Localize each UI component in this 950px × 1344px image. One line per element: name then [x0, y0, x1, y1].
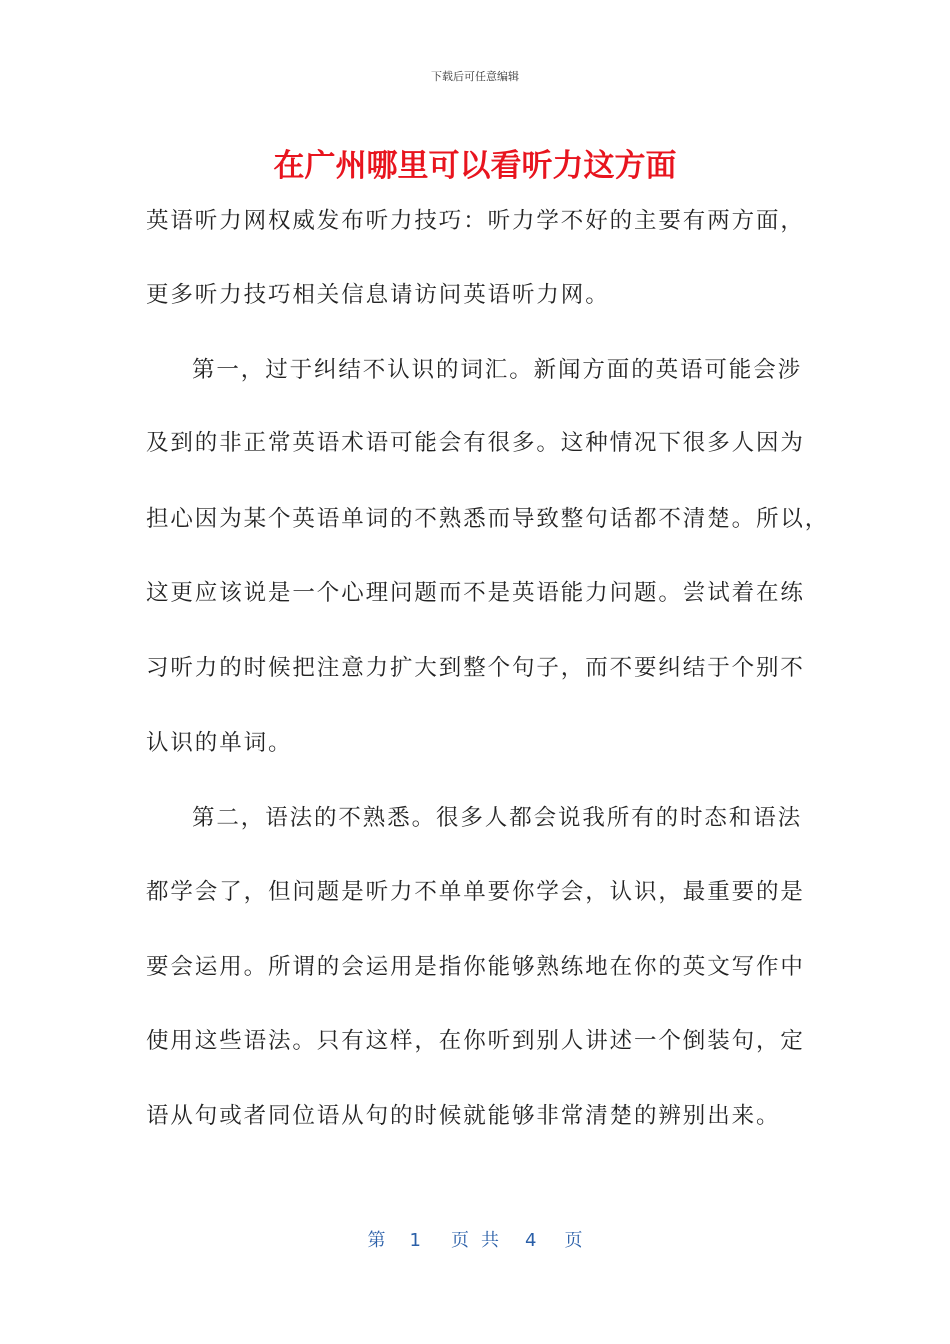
paragraph-line: 第一，过于纠结不认识的词汇。新闻方面的英语可能会涉	[192, 357, 803, 383]
paragraph-line: 要会运用。所谓的会运用是指你能够熟练地在你的英文写作中	[146, 954, 805, 980]
page-footer	[0, 1226, 950, 1252]
footer-prefix: 第	[367, 1230, 386, 1251]
paragraph-line: 使用这些语法。只有这样，在你听到别人讲述一个倒装句，定	[146, 1028, 805, 1054]
paragraph-line: 语从句或者同位语从句的时候就能够非常清楚的辨别出来。	[146, 1103, 781, 1129]
paragraph-line: 认识的单词。	[146, 730, 293, 756]
paragraph-line: 及到的非正常英语术语可能会有很多。这种情况下很多人因为	[146, 430, 805, 456]
footer-total-pages: 4	[525, 1230, 537, 1251]
document-title: 在广州哪里可以看听力这方面	[273, 148, 677, 184]
footer-current-page: 1	[409, 1230, 421, 1251]
paragraph-line: 更多听力技巧相关信息请访问英语听力网。	[146, 282, 610, 308]
paragraph-line: 习听力的时候把注意力扩大到整个句子，而不要纠结于个别不	[146, 655, 805, 681]
footer-middle: 页共	[451, 1230, 511, 1251]
header-note: 下载后可任意编辑	[431, 70, 519, 83]
paragraph-line: 英语听力网权威发布听力技巧：听力学不好的主要有两方面，	[146, 208, 805, 234]
footer-suffix: 页	[564, 1230, 583, 1251]
paragraph-line: 第二，语法的不熟悉。很多人都会说我所有的时态和语法	[192, 805, 803, 831]
paragraph-line: 都学会了，但问题是听力不单单要你学会，认识，最重要的是	[146, 879, 805, 905]
paragraph-line: 这更应该说是一个心理问题而不是英语能力问题。尝试着在练	[146, 580, 805, 606]
paragraph-line: 担心因为某个英语单词的不熟悉而导致整句话都不清楚。所以，	[146, 506, 830, 532]
